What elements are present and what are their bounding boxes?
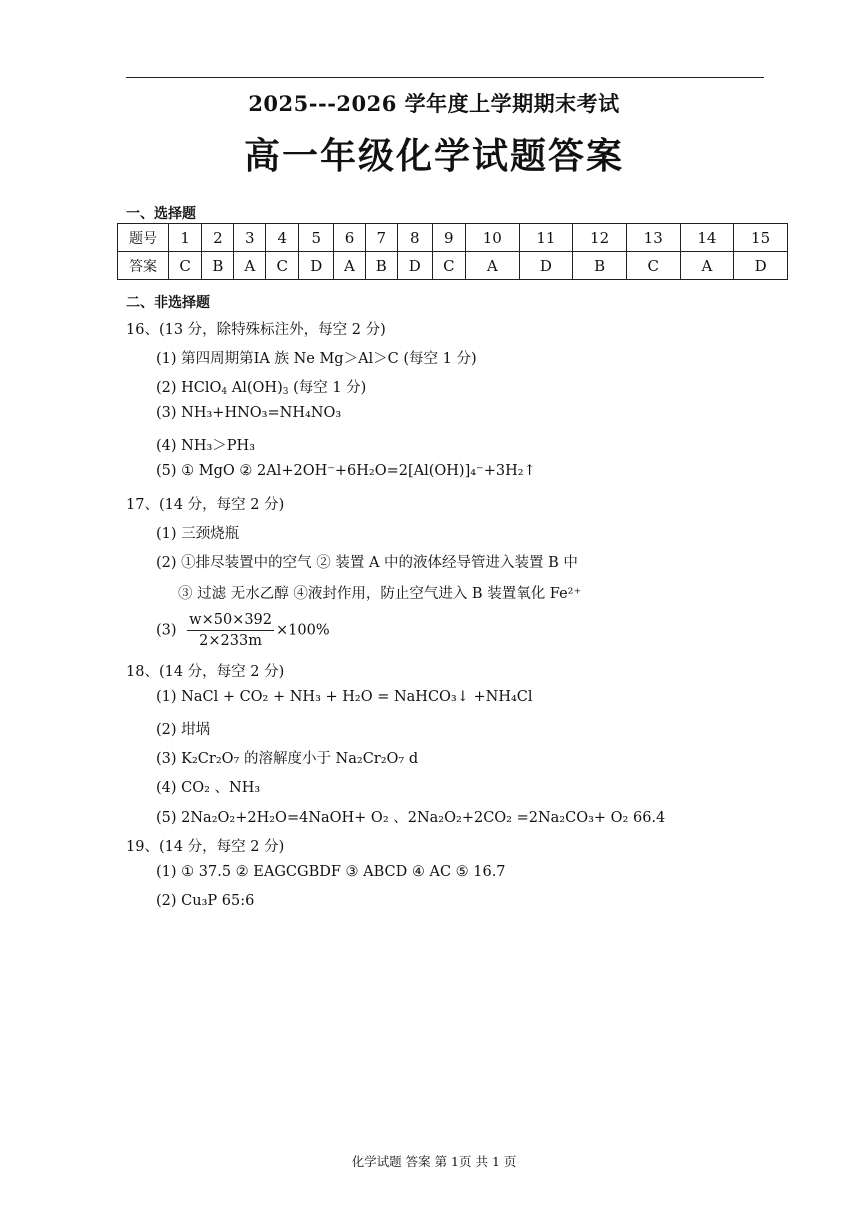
text-segment: (每空 1 分)	[288, 380, 367, 396]
page-footer: 化学试题 答案 第 1页 共 1 页	[351, 1154, 517, 1169]
table-cell: A	[465, 252, 519, 280]
table-cell: 5	[299, 224, 334, 252]
answer-table	[117, 223, 788, 280]
fraction	[187, 612, 274, 649]
text-segment: (2) HClO	[156, 380, 222, 396]
table-cell: 9	[432, 224, 465, 252]
table-cell: A	[680, 252, 734, 280]
q19-answer-2: (2) Cu₃P 65:6	[156, 893, 255, 909]
table-cell: C	[169, 252, 202, 280]
item-label: (3)	[156, 622, 177, 639]
q17-answer-3	[156, 612, 330, 649]
table-cell: 15	[734, 224, 788, 252]
table-cell: A	[234, 252, 266, 280]
row-label-numbers: 题号	[118, 224, 169, 252]
q19-answer-1: (1) ① 37.5 ② EAGCGBDF ③ ABCD ④ AC ⑤ 16.7	[156, 864, 506, 880]
q16-answer-2	[156, 376, 366, 397]
table-cell: D	[299, 252, 334, 280]
table-cell: 2	[202, 224, 234, 252]
row-label-answers: 答案	[118, 252, 169, 280]
table-row-answers	[118, 252, 788, 280]
table-cell: 6	[334, 224, 366, 252]
q17-answer-1: (1) 三颈烧瓶	[156, 526, 240, 542]
text-segment: Al(OH)	[227, 380, 283, 396]
q18-answer-3: (3) K₂Cr₂O₇ 的溶解度小于 Na₂Cr₂O₇ d	[156, 751, 419, 767]
table-cell: D	[519, 252, 573, 280]
q17-answer-2b: ③ 过滤 无水乙醇 ④液封作用，防止空气进入 B 装置氧化 Fe²⁺	[178, 586, 582, 602]
table-cell: B	[573, 252, 627, 280]
table-cell: C	[266, 252, 299, 280]
q16-answer-1: (1) 第四周期第ⅠA 族 Ne Mg＞Al＞C (每空 1 分)	[156, 351, 477, 367]
q18-answer-2: (2) 坩埚	[156, 722, 211, 738]
table-cell: B	[202, 252, 234, 280]
q18-answer-1: (1) NaCl + CO₂ + NH₃ + H₂O = NaHCO₃↓ +NH₄Cl	[156, 689, 533, 705]
q17-answer-2: (2) ①排尽装置中的空气 ② 装置 A 中的液体经导管进入装置 B 中	[156, 555, 578, 571]
table-cell: D	[397, 252, 432, 280]
q16-answer-5: (5) ① MgO ② 2Al+2OH⁻+6H₂O=2[Al(OH)]₄⁻+3H₂↑	[156, 463, 536, 479]
table-cell: 8	[397, 224, 432, 252]
section-heading-free-response: 二、非选择题	[126, 295, 210, 311]
q18-answer-4: (4) CO₂ 、NH₃	[156, 780, 261, 796]
q16-answer-3: (3) NH₃+HNO₃=NH₄NO₃	[156, 405, 342, 421]
q16-heading: 16、(13 分，除特殊标注外，每空 2 分)	[126, 322, 386, 338]
table-cell: D	[734, 252, 788, 280]
fraction-suffix: ×100%	[276, 622, 330, 639]
section-heading-choice: 一、选择题	[126, 206, 196, 222]
fraction-numerator: w×50×392	[187, 612, 274, 631]
table-cell: 7	[365, 224, 397, 252]
table-cell: C	[626, 252, 680, 280]
exam-term: 2025---2026 学年度上学期期末考试	[248, 91, 620, 116]
table-cell: 1	[169, 224, 202, 252]
table-cell: 12	[573, 224, 627, 252]
q16-answer-4: (4) NH₃＞PH₃	[156, 438, 256, 454]
table-cell: 4	[266, 224, 299, 252]
q18-heading: 18、(14 分，每空 2 分)	[126, 664, 285, 680]
page-title: 高一年级化学试题答案	[243, 135, 624, 177]
q17-heading: 17、(14 分，每空 2 分)	[126, 497, 285, 513]
subscript: 3	[282, 387, 289, 397]
table-cell: A	[334, 252, 366, 280]
q18-answer-5: (5) 2Na₂O₂+2H₂O=4NaOH+ O₂ 、2Na₂O₂+2CO₂ =2Na₂CO₃+ O₂ 66.4	[156, 810, 666, 826]
table-cell: 10	[465, 224, 519, 252]
table-cell: 14	[680, 224, 734, 252]
table-cell: 11	[519, 224, 573, 252]
table-cell: 3	[234, 224, 266, 252]
fraction-denominator: 2×233m	[199, 633, 262, 649]
table-row-numbers	[118, 224, 788, 252]
table-cell: C	[432, 252, 465, 280]
table-cell: B	[365, 252, 397, 280]
header-rule	[126, 77, 764, 78]
table-cell: 13	[626, 224, 680, 252]
q19-heading: 19、(14 分，每空 2 分)	[126, 839, 285, 855]
subscript: 4	[221, 387, 228, 397]
